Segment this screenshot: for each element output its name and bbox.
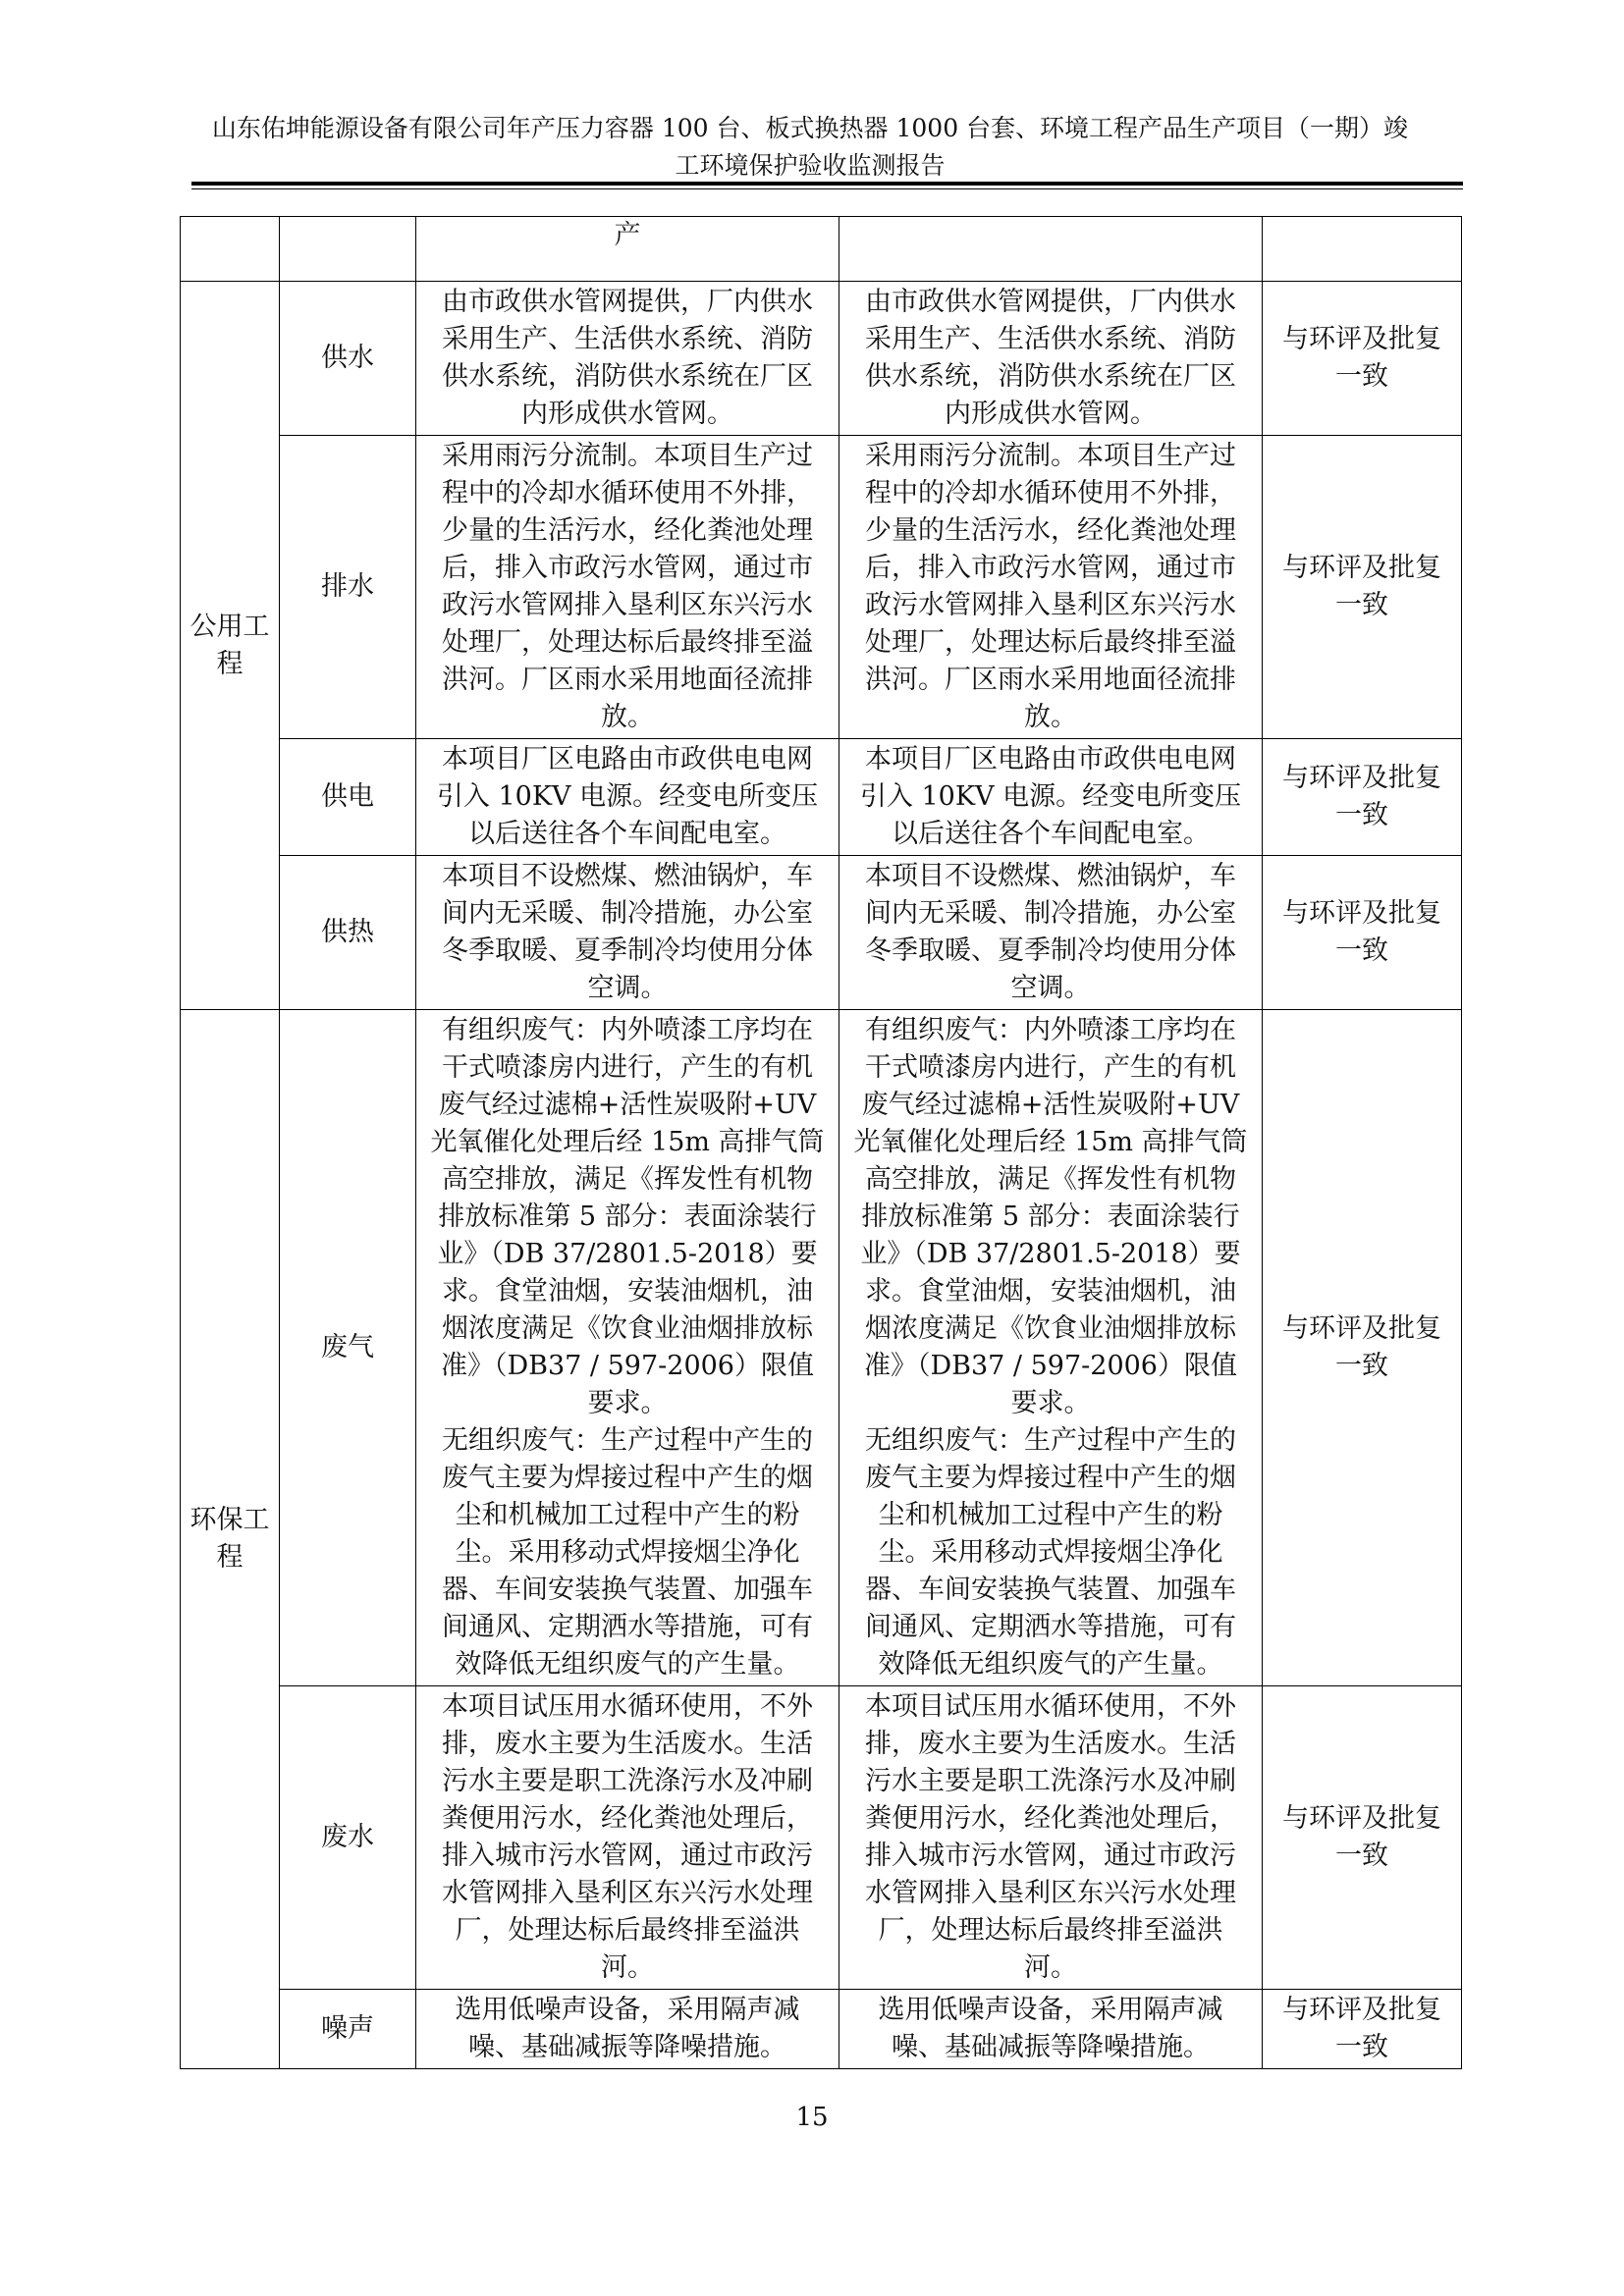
table-cell-empty <box>181 217 280 282</box>
eia-content: 选用低噪声设备，采用隔声减噪、基础减振等降噪措施。 <box>416 1990 839 2069</box>
header-rule-thin <box>191 188 1463 189</box>
header-line-2: 工环境保护验收监测报告 <box>675 151 946 180</box>
organized-emission-text: 有组织废气：内外喷漆工序均在干式喷漆房内进行，产生的有机废气经过滤棉+活性炭吸附+UV光氧催化处理后经 15m 高排气筒高空排放，满足《挥发性有机物排放标准第 5 部分：表面涂装行业》（DB 37/2801.5-2018）要求。食堂油烟，安装油烟机，油烟浓度满足《饮食业油烟排放标准》（DB37 / 597-2006）限值要求。 <box>430 1015 825 1418</box>
actual-content: 选用低噪声设备，采用隔声减噪、基础减振等降噪措施。 <box>839 1990 1263 2069</box>
actual-content: 本项目不设燃煤、燃油锅炉，车间内无采暖、制冷措施，办公室冬季取暖、夏季制冷均使用分体空调。 <box>839 856 1263 1010</box>
comparison-result: 与环评及批复一致 <box>1263 436 1462 739</box>
item-label: 排水 <box>280 436 416 739</box>
actual-content: 本项目试压用水循环使用，不外排，废水主要为生活废水。生活污水主要是职工洗涤污水及冲刷粪便用污水，经化粪池处理后，排入城市污水管网，通过市政污水管网排入垦利区东兴污水处理厂，处理达标后最终排至溢洪河。 <box>839 1686 1263 1990</box>
group-label-environmental: 环保工程 <box>181 1010 280 2069</box>
eia-content: 采用雨污分流制。本项目生产过程中的冷却水循环使用不外排，少量的生活污水，经化粪池处理后，排入市政污水管网，通过市政污水管网排入垦利区东兴污水处理厂，处理达标后最终排至溢洪河。厂区雨水采用地面径流排放。 <box>416 436 839 739</box>
fugitive-emission-text: 无组织废气：生产过程中产生的废气主要为焊接过程中产生的烟尘和机械加工过程中产生的粉尘。采用移动式焊接烟尘净化器、车间安装换气装置、加强车间通风、定期洒水等措施，可有效降低无组织废气的产生量。 <box>865 1425 1236 1680</box>
comparison-result: 与环评及批复一致 <box>1263 1686 1462 1990</box>
group-label-utility: 公用工程 <box>181 282 280 1010</box>
comparison-result: 与环评及批复一致 <box>1263 282 1462 436</box>
header-rule-thick <box>191 182 1463 186</box>
document-header <box>177 110 1443 185</box>
table-row <box>181 1686 1462 1990</box>
eia-content <box>416 1010 839 1686</box>
actual-content: 采用雨污分流制。本项目生产过程中的冷却水循环使用不外排，少量的生活污水，经化粪池处理后，排入市政污水管网，通过市政污水管网排入垦利区东兴污水处理厂，处理达标后最终排至溢洪河。厂区雨水采用地面径流排放。 <box>839 436 1263 739</box>
eia-content: 本项目不设燃煤、燃油锅炉，车间内无采暖、制冷措施，办公室冬季取暖、夏季制冷均使用分体空调。 <box>416 856 839 1010</box>
actual-content: 本项目厂区电路由市政供电电网引入 10KV 电源。经变电所变压以后送往各个车间配电室。 <box>839 739 1263 856</box>
comparison-result: 与环评及批复一致 <box>1263 1010 1462 1686</box>
header-line-1: 山东佑坤能源设备有限公司年产压力容器 100 台、板式换热器 1000 台套、环境工程产品生产项目（一期）竣 <box>211 114 1409 142</box>
item-label: 废气 <box>280 1010 416 1686</box>
table-row <box>181 739 1462 856</box>
eia-content: 由市政供水管网提供，厂内供水采用生产、生活供水系统、消防供水系统，消防供水系统在厂区内形成供水管网。 <box>416 282 839 436</box>
item-label: 供水 <box>280 282 416 436</box>
table-row <box>181 1010 1462 1686</box>
table-cell-empty <box>280 217 416 282</box>
table-row <box>181 436 1462 739</box>
eia-content: 本项目厂区电路由市政供电电网引入 10KV 电源。经变电所变压以后送往各个车间配电室。 <box>416 739 839 856</box>
comparison-result: 与环评及批复一致 <box>1263 1990 1462 2069</box>
item-label: 供电 <box>280 739 416 856</box>
table-row-continuation <box>181 217 1462 282</box>
comparison-result: 与环评及批复一致 <box>1263 739 1462 856</box>
organized-emission-text: 有组织废气：内外喷漆工序均在干式喷漆房内进行，产生的有机废气经过滤棉+活性炭吸附+UV光氧催化处理后经 15m 高排气筒高空排放，满足《挥发性有机物排放标准第 5 部分：表面涂装行业》（DB 37/2801.5-2018）要求。食堂油烟，安装油烟机，油烟浓度满足《饮食业油烟排放标准》（DB37 / 597-2006）限值要求。 <box>853 1015 1248 1418</box>
table-row <box>181 1990 1462 2069</box>
fugitive-emission-text: 无组织废气：生产过程中产生的废气主要为焊接过程中产生的烟尘和机械加工过程中产生的粉尘。采用移动式焊接烟尘净化器、车间安装换气装置、加强车间通风、定期洒水等措施，可有效降低无组织废气的产生量。 <box>442 1425 813 1680</box>
eia-content: 本项目试压用水循环使用，不外排，废水主要为生活废水。生活污水主要是职工洗涤污水及冲刷粪便用污水，经化粪池处理后，排入城市污水管网，通过市政污水管网排入垦利区东兴污水处理厂，处理达标后最终排至溢洪河。 <box>416 1686 839 1990</box>
project-comparison-table <box>180 216 1462 2069</box>
page-number: 15 <box>795 2103 829 2132</box>
actual-content <box>839 1010 1263 1686</box>
item-label: 供热 <box>280 856 416 1010</box>
table-row <box>181 282 1462 436</box>
table-cell-continued-text: 产 <box>416 217 839 282</box>
item-label: 废水 <box>280 1686 416 1990</box>
table-cell-empty <box>1263 217 1462 282</box>
table-row <box>181 856 1462 1010</box>
actual-content: 由市政供水管网提供，厂内供水采用生产、生活供水系统、消防供水系统，消防供水系统在厂区内形成供水管网。 <box>839 282 1263 436</box>
comparison-result: 与环评及批复一致 <box>1263 856 1462 1010</box>
table-cell-empty <box>839 217 1263 282</box>
item-label: 噪声 <box>280 1990 416 2069</box>
